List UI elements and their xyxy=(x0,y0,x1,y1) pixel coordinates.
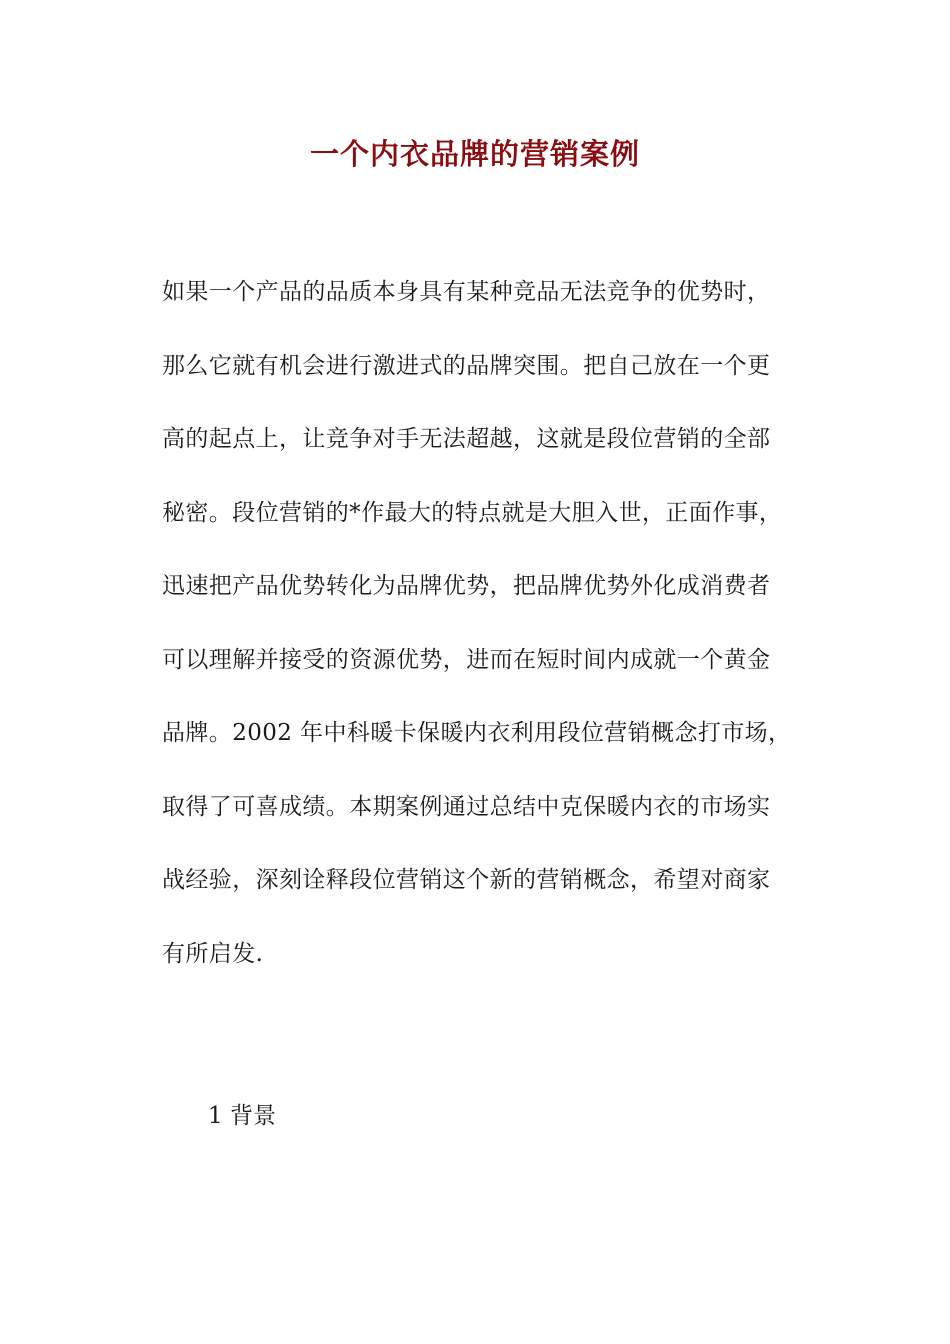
body-line: 那么它就有机会进行激进式的品牌突围。把自己放在一个更 xyxy=(162,352,771,379)
body-paragraph xyxy=(162,270,792,1005)
body-line: 高的起点上，让竞争对手无法超越，这就是段位营销的全部 xyxy=(162,426,771,452)
document-title: 一个内衣品牌的营销案例 xyxy=(309,137,640,171)
body-line: 有所启发. xyxy=(162,940,264,967)
body-line: 可以理解并接受的资源优势，进而在短时间内成就一个黄金 xyxy=(162,646,771,673)
body-line: 迅速把产品优势转化为品牌优势，把品牌优势外化成消费者 xyxy=(162,573,771,599)
body-line: 战经验，深刻诠释段位营销这个新的营销概念，希望对商家 xyxy=(162,867,771,893)
body-line: 品牌。2002 年中科暖卡保暖内衣利用段位营销概念打市场， xyxy=(162,720,792,746)
body-line: 如果一个产品的品质本身具有某种竞品无法竞争的优势时， xyxy=(162,279,771,305)
body-line: 秘密。段位营销的*作最大的特点就是大胆入世，正面作事， xyxy=(162,499,783,526)
section-heading-background: 1 背景 xyxy=(208,1103,276,1129)
body-line: 取得了可喜成绩。本期案例通过总结中克保暖内衣的市场实 xyxy=(162,793,771,820)
